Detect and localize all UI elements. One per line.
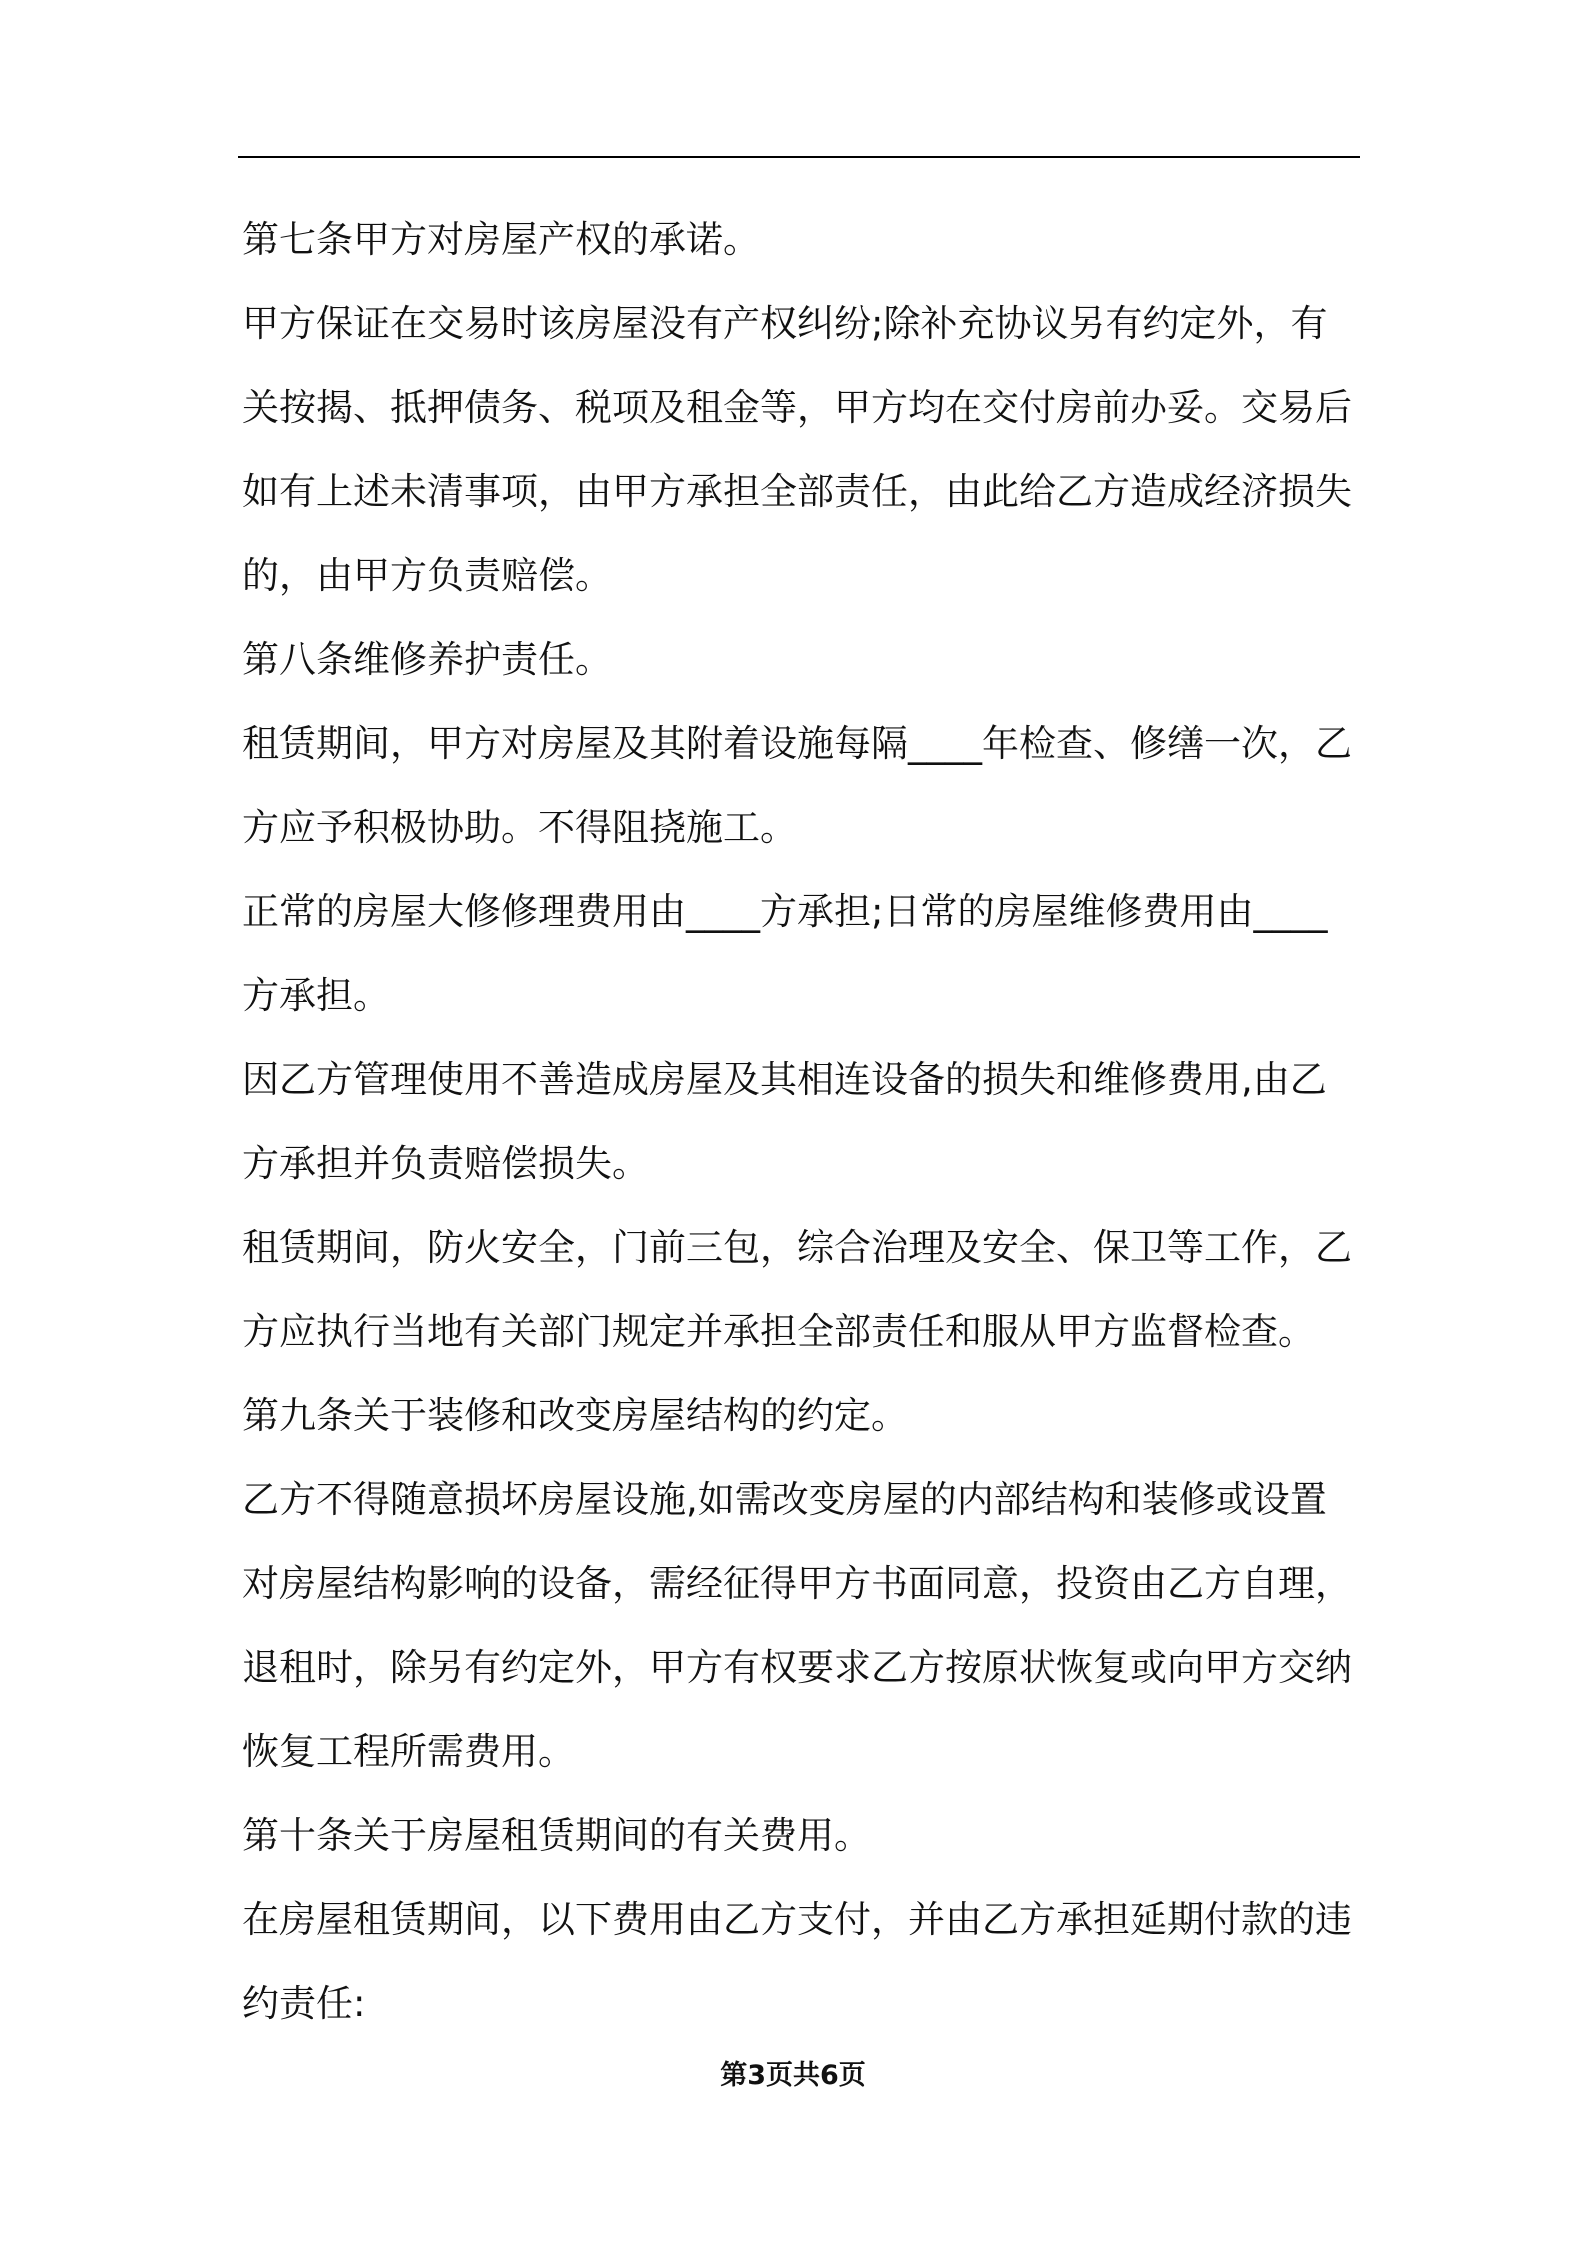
- article-8-heading: 第八条维修养护责任。: [242, 638, 612, 681]
- article-9-heading: 第九条关于装修和改变房屋结构的约定。: [242, 1394, 908, 1437]
- article-8-safety: 租赁期间，防火安全，门前三包，综合治理及安全、保卫等工作，乙方应执行当地有关部门规定并承担全部责任和服从甲方监督检查。: [242, 1226, 1352, 1353]
- article-10-body: 在房屋租赁期间，以下费用由乙方支付，并由乙方承担延期付款的违约责任:: [242, 1898, 1352, 2025]
- article-8-damage: 因乙方管理使用不善造成房屋及其相连设备的损失和维修费用,由乙方承担并负责赔偿损失。: [242, 1058, 1327, 1185]
- article-8-inspection: 租赁期间，甲方对房屋及其附着设施每隔____年检查、修缮一次，乙方应予积极协助。不得阻挠施工。: [242, 722, 1352, 849]
- article-9-body: 乙方不得随意损坏房屋设施,如需改变房屋的内部结构和装修或设置对房屋结构影响的设备，需经征得甲方书面同意，投资由乙方自理，退租时，除另有约定外，甲方有权要求乙方按原状恢复或向甲方交纳恢复工程所需费用。: [242, 1478, 1352, 1773]
- document-body: [242, 198, 1358, 2046]
- article-7-body: 甲方保证在交易时该房屋没有产权纠纷;除补充协议另有约定外，有关按揭、抵押债务、税项及租金等，甲方均在交付房前办妥。交易后如有上述未清事项，由甲方承担全部责任，由此给乙方造成经济损失的，由甲方负责赔偿。: [242, 302, 1352, 597]
- header-rule: [238, 156, 1360, 158]
- article-7-heading: 第七条甲方对房屋产权的承诺。: [242, 218, 760, 261]
- article-10-heading: 第十条关于房屋租赁期间的有关费用。: [242, 1814, 871, 1857]
- page-number: 第3页共6页: [720, 2060, 866, 2091]
- article-8-repair-costs: 正常的房屋大修修理费用由____方承担;日常的房屋维修费用由____方承担。: [242, 890, 1328, 1017]
